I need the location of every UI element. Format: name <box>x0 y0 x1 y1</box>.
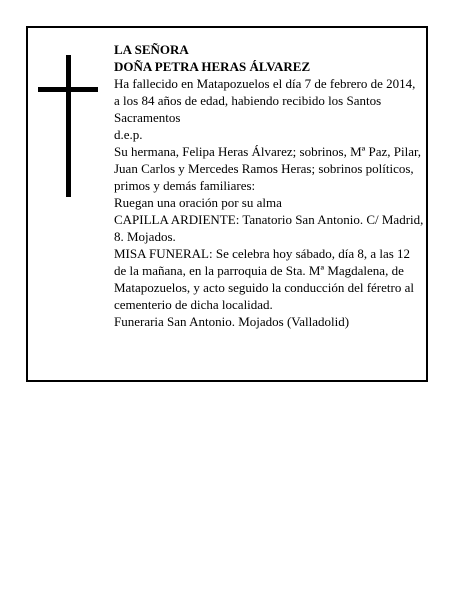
notice-heading-title: LA SEÑORA <box>114 42 189 57</box>
notice-funeral-home: Funeraria San Antonio. Mojados (Valladolid) <box>114 314 350 329</box>
notice-death-announcement: Ha fallecido en Matapozuelos el día 7 de febrero de 2014, a los 84 años de edad, habiendo recibido los Santos Sacramentos <box>114 76 416 125</box>
notice-chapel: CAPILLA ARDIENTE: Tanatorio San Antonio. C/ Madrid, 8. Mojados. <box>114 212 424 244</box>
notice-funeral-mass: MISA FUNERAL: Se celebra hoy sábado, día 8, a las 12 de la mañana, en la parroquia de Sta. Mª Magdalena, de Matapozuelos, y acto seguido la conducción del féretro al cementerio de dicha localidad. <box>114 246 414 312</box>
notice-deceased-name: DOÑA PETRA HERAS ÁLVAREZ <box>114 59 311 74</box>
notice-rip: d.e.p. <box>114 127 143 142</box>
cross-vertical-bar <box>66 55 71 197</box>
notice-family: Su hermana, Felipa Heras Álvarez; sobrinos, Mª Paz, Pilar, Juan Carlos y Mercedes Ramos Heras; sobrinos políticos, primos y demás familiares: <box>114 144 422 193</box>
notice-text <box>114 41 424 330</box>
obituary-notice <box>26 26 428 382</box>
cross-icon <box>38 55 98 197</box>
notice-prayer-request: Ruegan una oración por su alma <box>114 195 282 210</box>
cross-horizontal-bar <box>38 87 98 92</box>
